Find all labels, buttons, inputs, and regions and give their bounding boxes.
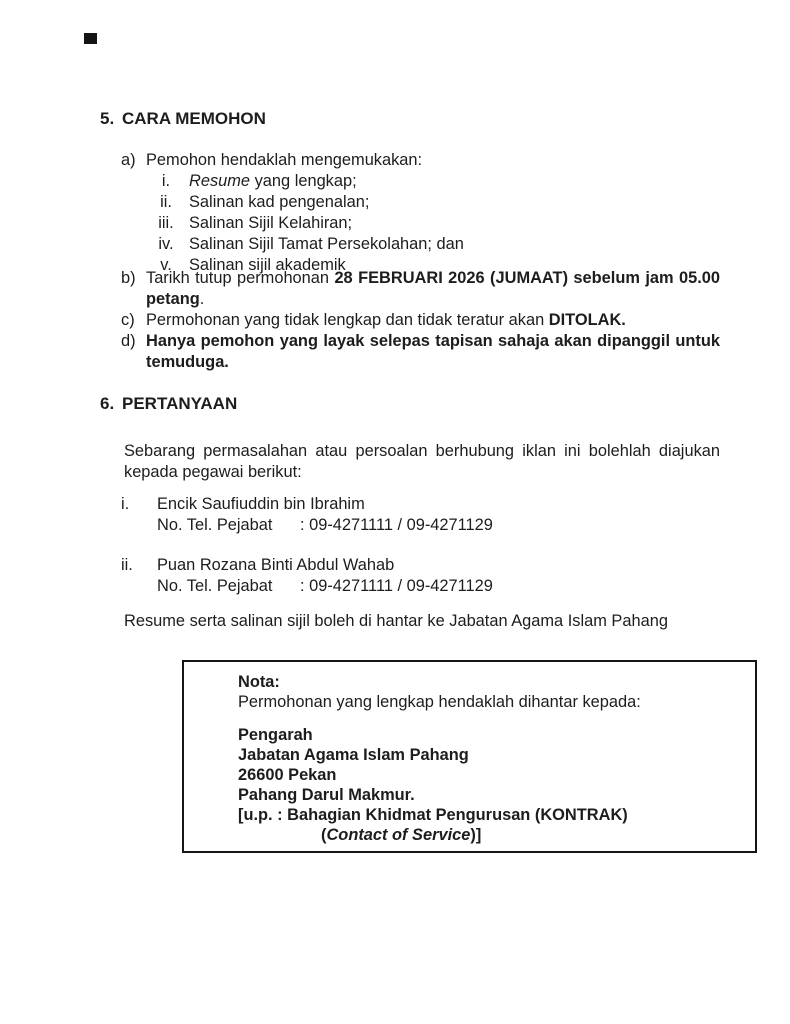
- address-line: Jabatan Agama Islam Pahang: [238, 746, 469, 764]
- contact-numeral: i.: [121, 495, 130, 513]
- item-a: [121, 150, 721, 171]
- sub-item-text: Salinan kad pengenalan;: [189, 193, 370, 211]
- phone-value: : 09-4271111 / 09-4271129: [300, 577, 493, 595]
- section-6-heading: [100, 393, 720, 414]
- closing-line: Resume serta salinan sijil boleh di hantar ke Jabatan Agama Islam Pahang: [124, 612, 668, 630]
- item-b-bold: 28 FEBRUARI 2026 (JUMAAT) sebelum jam 05.00: [334, 269, 721, 287]
- sub-item-text: Salinan Sijil Tamat Persekolahan; dan: [189, 235, 464, 253]
- sub-item: [146, 234, 720, 255]
- item-a-label: a): [121, 151, 136, 169]
- item-d-line1: Hanya pemohon yang layak selepas tapisan sahaja akan dipanggil untuk: [146, 332, 720, 350]
- intro-paragraph: [124, 441, 720, 483]
- section-title: CARA MEMOHON: [122, 109, 266, 128]
- cos-prefix: (: [321, 826, 327, 844]
- note-spacer: [238, 712, 745, 725]
- item-b: [146, 268, 720, 310]
- item-d: [146, 331, 720, 373]
- contact-phone-line: [157, 515, 720, 536]
- intro-line2: kepada pegawai berikut:: [124, 463, 302, 481]
- sub-item-text: Salinan Sijil Kelahiran;: [189, 214, 353, 232]
- contact-phone-line: [157, 576, 720, 597]
- address-line: Pahang Darul Makmur.: [238, 786, 415, 804]
- item-b-line2: [146, 289, 720, 310]
- item-b-bold2: petang: [146, 290, 200, 308]
- contact-name: Puan Rozana Binti Abdul Wahab: [157, 556, 395, 574]
- item-c-normal: Permohonan yang tidak lengkap dan tidak teratur akan: [146, 311, 549, 329]
- address-line: Pengarah: [238, 726, 313, 744]
- sub-item: [146, 171, 720, 192]
- sub-item-numeral: iv.: [158, 235, 174, 253]
- note-heading: Nota:: [238, 673, 280, 691]
- item-c-bold: DITOLAK.: [548, 311, 626, 329]
- item-d-label: d): [121, 332, 136, 350]
- sub-item: [146, 192, 720, 213]
- cos-suffix: )]: [470, 826, 482, 844]
- item-d-line2: temuduga.: [146, 353, 229, 371]
- intro-line1: Sebarang permasalahan atau persoalan berhubung iklan ini bolehlah diajukan: [124, 442, 720, 460]
- address-line: 26600 Pekan: [238, 766, 337, 784]
- sub-item-numeral: i.: [161, 172, 171, 190]
- phone-value: : 09-4271111 / 09-4271129: [300, 516, 493, 534]
- contact-name: Encik Saufiuddin bin Ibrahim: [157, 495, 365, 513]
- section-title: PERTANYAAN: [122, 394, 238, 413]
- contact-of-service-line: [238, 825, 745, 845]
- phone-label: No. Tel. Pejabat: [157, 577, 273, 595]
- item-b-normal: Tarikh tutup permohonan: [146, 269, 335, 287]
- contact-numeral: ii.: [121, 556, 133, 574]
- section-5-heading: [100, 108, 720, 129]
- item-b-tail: .: [199, 290, 205, 308]
- cos-italic: Contact of Service: [326, 826, 471, 844]
- sub-item-numeral: iii.: [158, 214, 174, 232]
- sub-item-numeral: ii.: [160, 193, 172, 211]
- contact-entry: [157, 494, 720, 536]
- phone-label: No. Tel. Pejabat: [157, 516, 273, 534]
- sub-item-text: Salinan sijil akademik: [189, 256, 346, 274]
- section-number: 5.: [100, 109, 115, 128]
- item-a-text: Pemohon hendaklah mengemukakan:: [146, 151, 423, 169]
- scan-artifact-mark: [84, 33, 97, 44]
- note-box: [182, 660, 757, 853]
- contact-entry: [157, 555, 720, 597]
- section-number: 6.: [100, 394, 115, 413]
- item-c: [146, 310, 720, 331]
- item-c-label: c): [121, 311, 135, 329]
- resume-italic: Resume: [189, 172, 251, 190]
- item-b-label: b): [121, 269, 136, 287]
- sub-item-rest: yang lengkap;: [250, 172, 357, 190]
- sub-item-numeral: v.: [160, 256, 172, 274]
- item-b-line1: [146, 268, 720, 289]
- sub-item-text: [186, 171, 357, 192]
- up-line: [u.p. : Bahagian Khidmat Pengurusan (KONTRAK): [238, 806, 628, 824]
- note-subheading: Permohonan yang lengkap hendaklah dihantar kepada:: [238, 693, 641, 711]
- sub-item: [146, 213, 720, 234]
